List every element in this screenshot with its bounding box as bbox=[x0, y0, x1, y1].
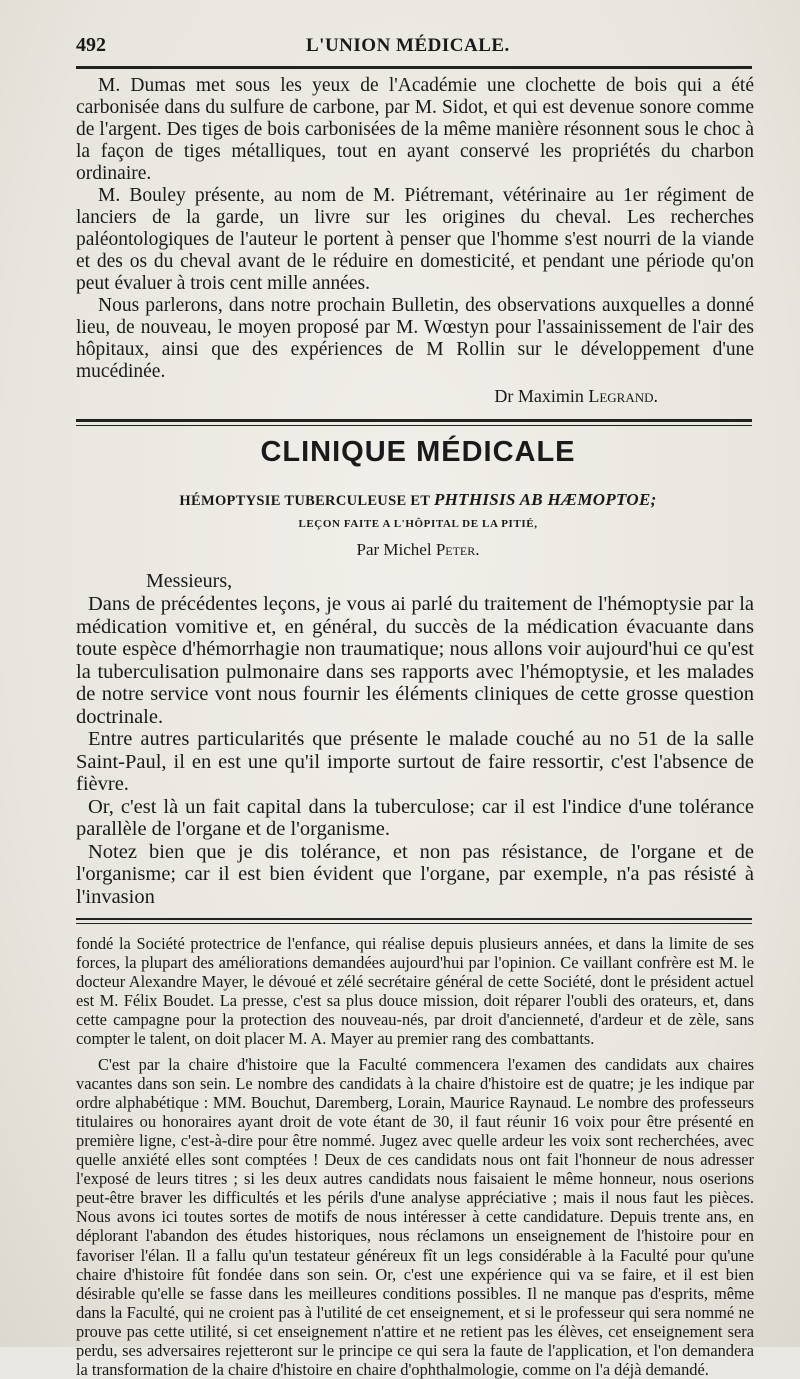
paragraph: M. Bouley présente, au nom de M. Piétremant, vétérinaire au 1er régiment de lanciers de la garde, un livre sur les origines du cheval. Les recherches paléontologiques de l'auteur le portent à penser que l'homme s'est nourri de la viande et des os du cheval avant de le réduire en domesticité, et pendant une période qu'on peut évaluer à trois cent mille années. bbox=[76, 185, 754, 294]
article-title bbox=[76, 490, 760, 510]
paragraph: Nous parlerons, dans notre prochain Bulletin, des observations auxquelles a donné lieu, de nouveau, le moyen proposé par M. Wœstyn pour l'assainissement de l'air des hôpitaux, ainsi que des expériences de M Rollin sur le développement d'une mucédinée. bbox=[76, 295, 754, 382]
header-rule bbox=[76, 66, 752, 69]
feuilleton-divider bbox=[76, 918, 752, 924]
paragraph: Dans de précédentes leçons, je vous ai parlé du traitement de l'hémoptysie par la médication vomitive et, en général, du succès de la médication évacuante dans toute espèce d'hémorrhagie non traumatique; nous allons voir aujourd'hui ce qu'est la tuberculisation pulmonaire dans ses rapports avec l'hémoptysie, et les malades de notre service vont nous fournir les éléments cliniques de cette grosse question doctrinale. bbox=[76, 593, 754, 728]
paragraph: Entre autres particularités que présente le malade couché au no 51 de la salle Saint-Paul, il en est une qu'il importe surtout de faire ressortir, c'est l'absence de fièvre. bbox=[76, 728, 754, 795]
section-divider bbox=[76, 419, 752, 426]
signature bbox=[76, 385, 754, 407]
signature-prefix: Dr Maximin bbox=[494, 386, 584, 406]
paragraph: C'est par la chaire d'histoire que la Faculté commencera l'examen des candidats aux chaires vacantes dans son sein. Le nombre des candidats à la chaire d'histoire est de quatre; je les indique par ordre alphabétique : MM. Bouchut, Daremberg, Lorain, Maurice Raynaud. Le nombre des professeurs titulaires ou honoraires ayant droit de vote étant de 30, il faut réunir 16 voix pour être présenté en première ligne, c'est-à-dire pour être nommé. Jugez avec quelle ardeur les voix sont recherchées, avec quelle anxiété elles sont comptées ! Deux de ces candidats nous ont fait l'honneur de nous adresser l'exposé de leurs titres ; si les deux autres candidats nous faisaient le même honneur, nous oserions peut-être braver les difficultés et les périls d'une analyse appréciative ; mais il nous faut les pièces. Nous avons ici toutes sortes de motifs de nous intéresser à cette candidature. Depuis trente ans, en déplorant l'abandon des études historiques, nous réclamons un enseignement de l'histoire pour en favoriser l'élan. Il a fallu qu'un testateur généreux fît un legs considérable à la Faculté pour qu'une chaire d'histoire fût fondée dans son sein. Or, c'est une expérience qui va se faire, et il est bien désirable qu'elle se fasse dans les meilleures conditions possibles. Il ne manque pas d'esprits, même dans la Faculté, qui ne croient pas à l'utilité de cet enseignement, et si le professeur qui sera nommé ne prouve pas cette utilité, si cet enseignement n'attire et ne retient pas les élèves, cet enseignement sera perdu, ses adversaires rejetteront sur le principe ce qui sera la faute de l'application, et l'on demandera la transformation de la chaire d'histoire en chaire d'ophthalmologie, comme on l'a déjà demandé. bbox=[76, 1054, 754, 1379]
running-head bbox=[76, 34, 760, 60]
lecture-text bbox=[76, 593, 760, 908]
paragraph: fondé la Société protectrice de l'enfance, qui réalise depuis plusieurs années, et dans la limite de ses forces, la plupart des améliorations demandées aujourd'hui par l'opinion. Ce vaillant confrère est M. le docteur Alexandre Mayer, le dévoué et zélé secrétaire général de cette Société, dont le président actuel est M. Félix Boudet. La presse, c'est sa plus douce mission, doit réparer l'oubli des orateurs, et, dans cette campagne pour la protection des nouveau-nés, par droit d'ancienneté, d'ardeur et de zèle, sans compter le talent, on doit placer M. A. Mayer au premier rang des combattants. bbox=[76, 934, 754, 1049]
page-number: 492 bbox=[76, 34, 106, 56]
section-title: CLINIQUE MÉDICALE bbox=[260, 436, 576, 468]
paragraph: Or, c'est là un fait capital dans la tuberculose; car il est l'indice d'une tolérance parallèle de l'organe et de l'organisme. bbox=[76, 795, 754, 840]
feuilleton bbox=[76, 934, 760, 1379]
signature-name: Legrand. bbox=[588, 386, 658, 406]
lecture-note: LEÇON FAITE A L'HÔPITAL DE LA PITIÉ, bbox=[298, 518, 538, 530]
salutation: Messieurs, bbox=[146, 570, 233, 592]
article-title-prefix: HÉMOPTYSIE TUBERCULEUSE ET bbox=[179, 493, 431, 509]
author-line bbox=[76, 540, 760, 560]
paragraph: M. Dumas met sous les yeux de l'Académie une clochette de bois qui a été carbonisée dans du sulfure de carbone, par M. Sidot, et qui est devenue sonore comme de l'argent. Des tiges de bois carbonisées de la même manière résonnent sous le choc à la façon de tiges métalliques, tout en ayant conservé les propriétés du charbon ordinaire. bbox=[76, 75, 754, 184]
academie-report bbox=[76, 75, 760, 407]
author-name: Peter. bbox=[435, 540, 480, 559]
paragraph: Notez bien que je dis tolérance, et non pas résistance, de l'organe et de l'organisme; car il est bien évident que l'organe, par exemple, n'a pas résisté à l'invasion bbox=[76, 840, 754, 908]
journal-title: L'UNION MÉDICALE. bbox=[306, 35, 510, 56]
article-title-italic: PHTHISIS AB HÆMOPTOE; bbox=[433, 490, 657, 509]
author-prefix: Par Michel bbox=[356, 540, 432, 559]
